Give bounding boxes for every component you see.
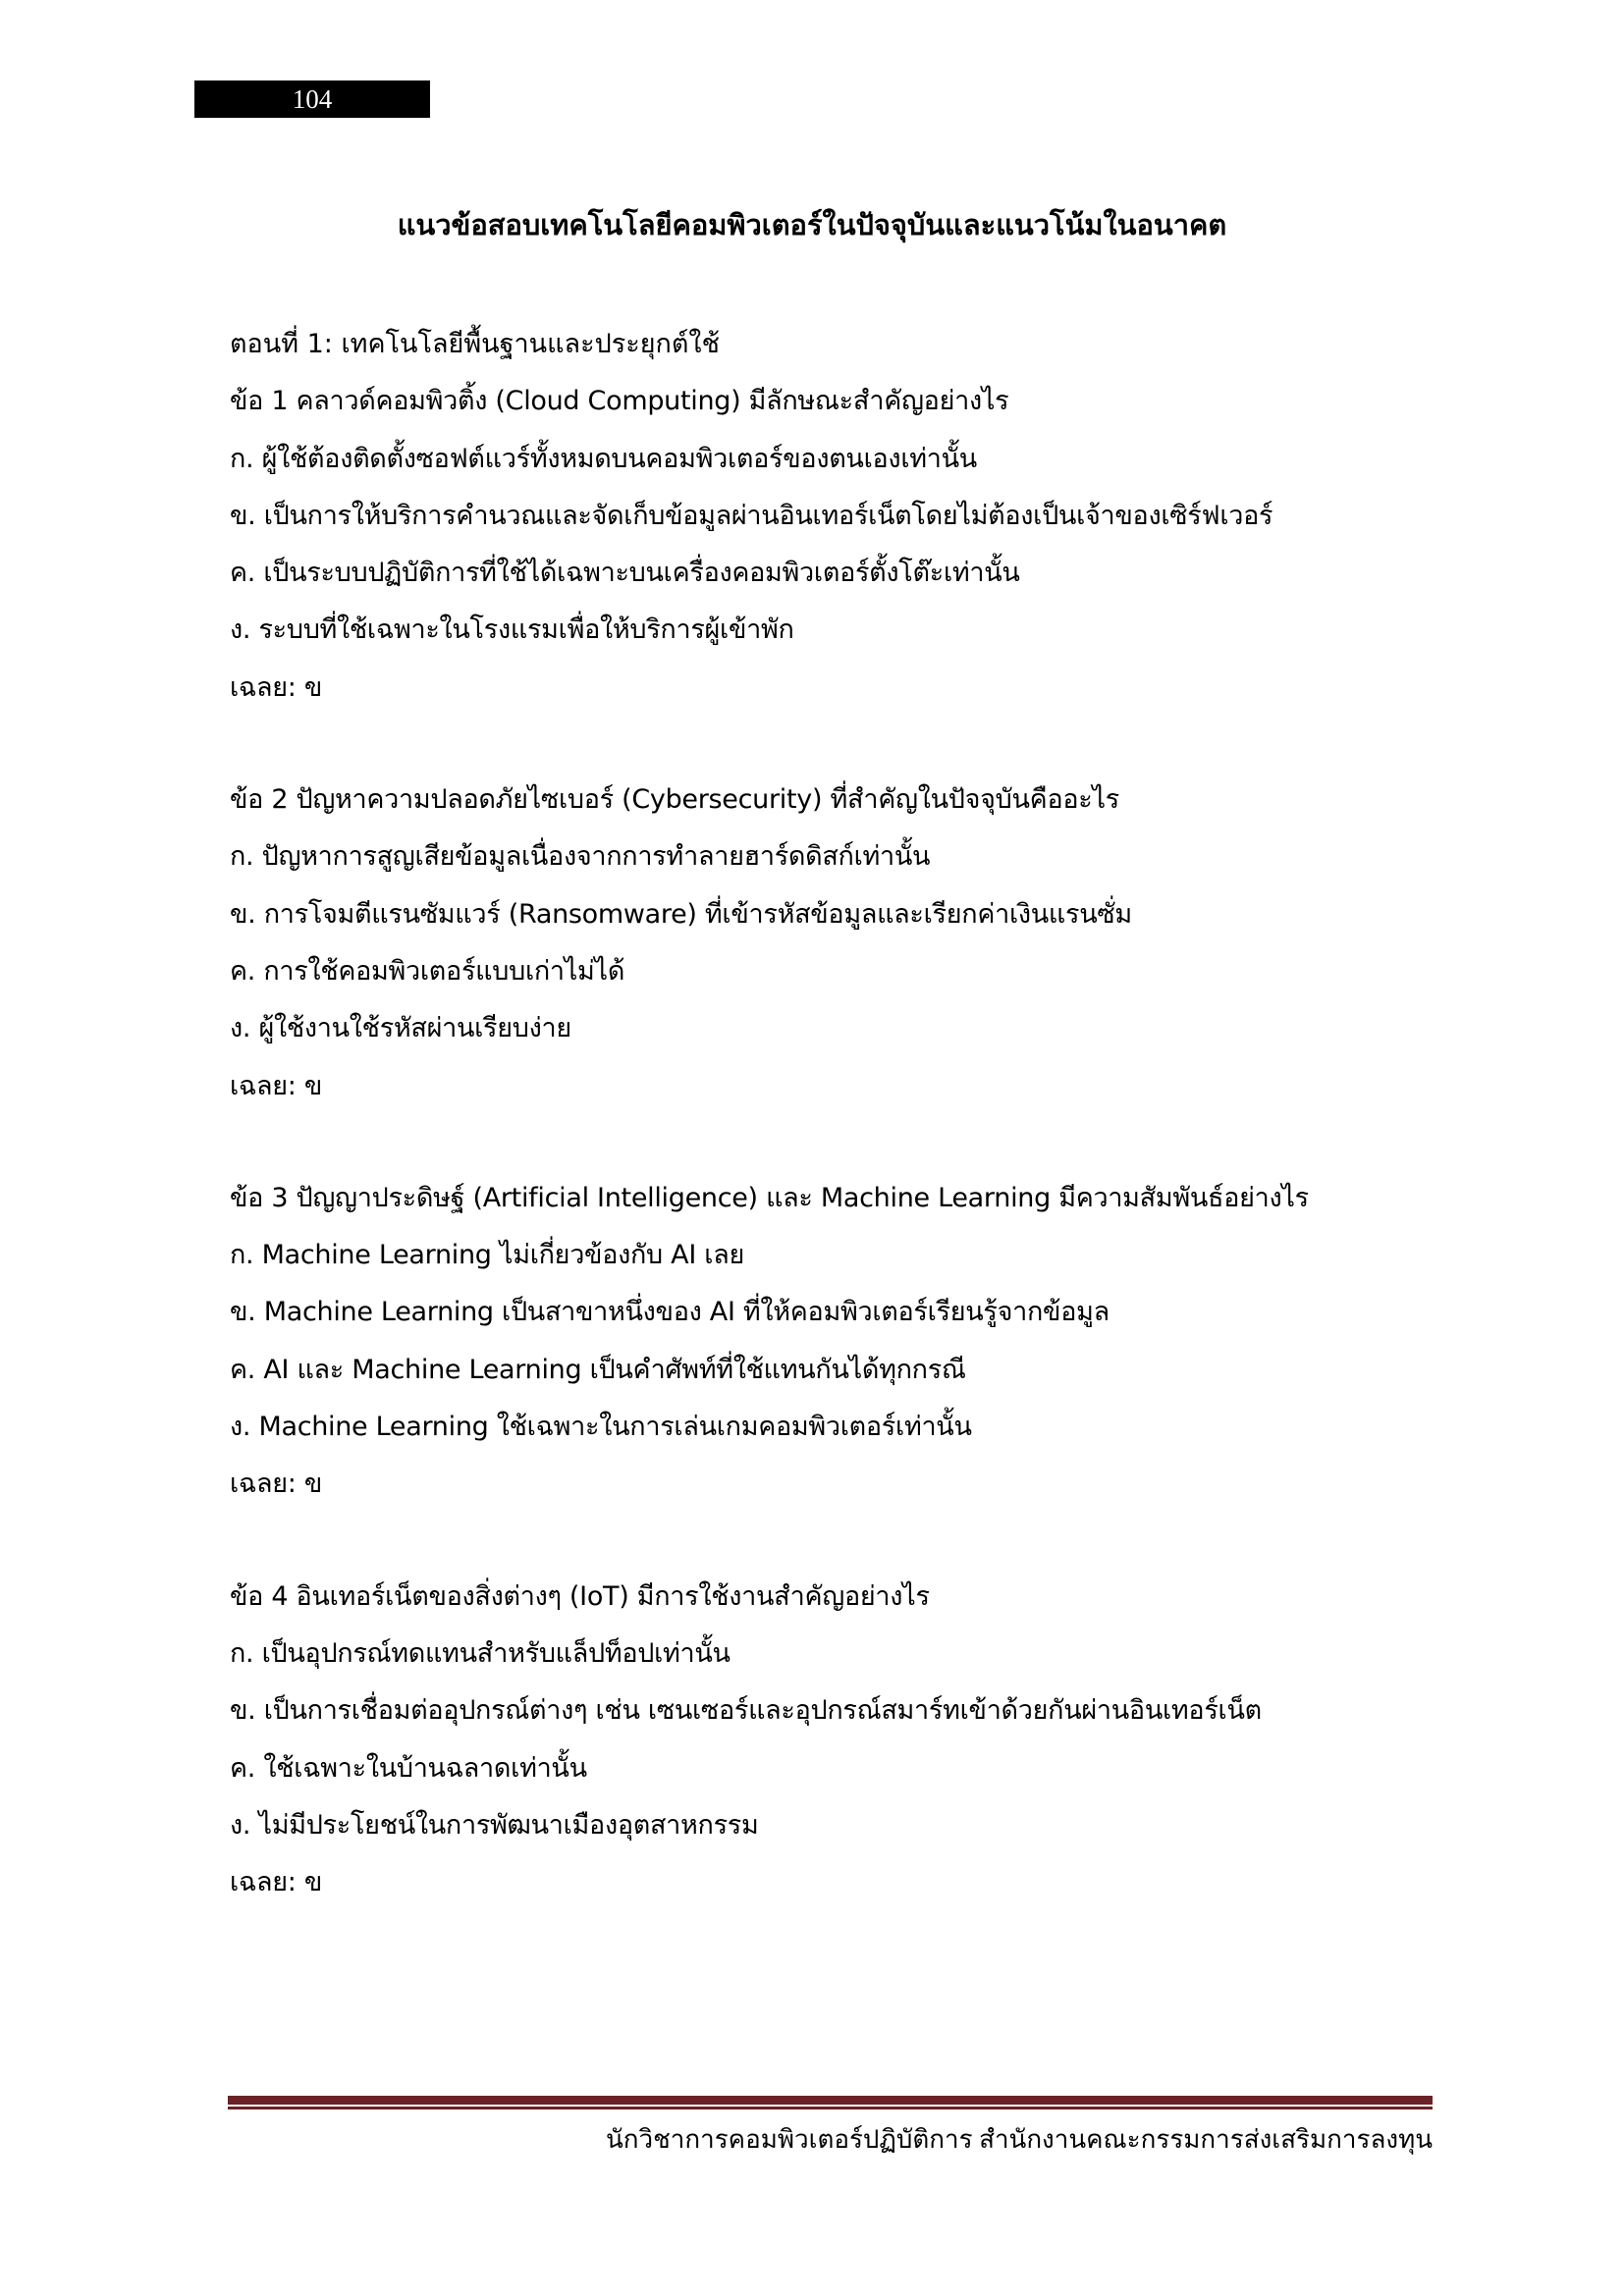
option-b: ข. เป็นการให้บริการคำนวณและจัดเก็บข้อมูลผ่านอินเทอร์เน็ตโดยไม่ต้องเป็นเจ้าของเซิร์ฟเวอร์	[230, 500, 1273, 531]
option-b: ข. การโจมตีแรนซัมแวร์ (Ransomware) ที่เข้ารหัสข้อมูลและเรียกค่าเงินแรนซั่ม	[230, 898, 1132, 930]
answer-key: เฉลย: ข	[230, 1867, 323, 1898]
question-text: ข้อ 1 คลาวด์คอมพิวติ้ง (Cloud Computing) มีลักษณะสำคัญอย่างไร	[230, 386, 1009, 417]
option-c: ค. การใช้คอมพิวเตอร์แบบเก่าไม่ได้	[230, 955, 625, 987]
option-c: ค. ใช้เฉพาะในบ้านฉลาดเท่านั้น	[230, 1752, 587, 1784]
option-c: ค. เป็นระบบปฏิบัติการที่ใช้ได้เฉพาะบนเครื่องคอมพิวเตอร์ตั้งโต๊ะเท่านั้น	[230, 558, 1020, 589]
question-block-4	[230, 1569, 1457, 1912]
question-text: ข้อ 2 ปัญหาความปลอดภัยไซเบอร์ (Cybersecurity) ที่สำคัญในปัจจุบันคืออะไร	[230, 784, 1119, 816]
answer-key: เฉลย: ข	[230, 1070, 323, 1101]
option-d: ง. ระบบที่ใช้เฉพาะในโรงแรมเพื่อให้บริการผู้เข้าพัก	[230, 614, 794, 646]
answer-key: เฉลย: ข	[230, 671, 323, 703]
question-block-3	[230, 1170, 1457, 1514]
footer-divider-thin	[228, 2107, 1433, 2109]
option-d: ง. Machine Learning ใช้เฉพาะในการเล่นเกมคอมพิวเตอร์เท่านั้น	[230, 1412, 972, 1443]
option-b: ข. เป็นการเชื่อมต่ออุปกรณ์ต่างๆ เช่น เซนเซอร์และอุปกรณ์สมาร์ทเข้าด้วยกันผ่านอินเทอร์เน็ต	[230, 1695, 1262, 1727]
footer-divider-thick	[228, 2096, 1433, 2105]
option-b: ข. Machine Learning เป็นสาขาหนึ่งของ AI ที่ให้คอมพิวเตอร์เรียนรู้จากข้อมูล	[230, 1297, 1110, 1328]
option-c: ค. AI และ Machine Learning เป็นคำศัพท์ที่ใช้แทนกันได้ทุกกรณี	[230, 1354, 966, 1385]
option-a: ก. Machine Learning ไม่เกี่ยวข้องกับ AI เลย	[230, 1240, 744, 1271]
document-body	[230, 316, 1457, 1966]
option-d: ง. ไม่มีประโยชน์ในการพัฒนาเมืองอุตสาหกรรม	[230, 1809, 759, 1841]
option-d: ง. ผู้ใช้งานใช้รหัสผ่านเรียบง่าย	[230, 1013, 571, 1044]
document-title: แนวข้อสอบเทคโนโลยีคอมพิวเตอร์ในปัจจุบันและแนวโน้มในอนาคต	[397, 210, 1227, 241]
option-a: ก. ปัญหาการสูญเสียข้อมูลเนื่องจากการทำลายฮาร์ดดิสก์เท่านั้น	[230, 841, 931, 873]
option-a: ก. ผู้ใช้ต้องติดตั้งซอฟต์แวร์ทั้งหมดบนคอมพิวเตอร์ของตนเองเท่านั้น	[230, 443, 977, 474]
question-text: ข้อ 3 ปัญญาประดิษฐ์ (Artificial Intelligence) และ Machine Learning มีความสัมพันธ์อย่างไร	[230, 1182, 1309, 1213]
footer-text: นักวิชาการคอมพิวเตอร์ปฏิบัติการ สำนักงานคณะกรรมการส่งเสริมการลงทุน	[606, 2125, 1433, 2154]
answer-key: เฉลย: ข	[230, 1468, 323, 1500]
question-block-2	[230, 772, 1457, 1115]
section-heading: ตอนที่ 1: เทคโนโลยีพื้นฐานและประยุกต์ใช้	[230, 329, 720, 359]
page-number-badge: 104	[194, 80, 430, 118]
option-a: ก. เป็นอุปกรณ์ทดแทนสำหรับแล็ปท็อปเท่านั้น	[230, 1637, 731, 1669]
question-block-1	[230, 373, 1457, 717]
question-text: ข้อ 4 อินเทอร์เน็ตของสิ่งต่างๆ (IoT) มีการใช้งานสำคัญอย่างไร	[230, 1580, 930, 1612]
